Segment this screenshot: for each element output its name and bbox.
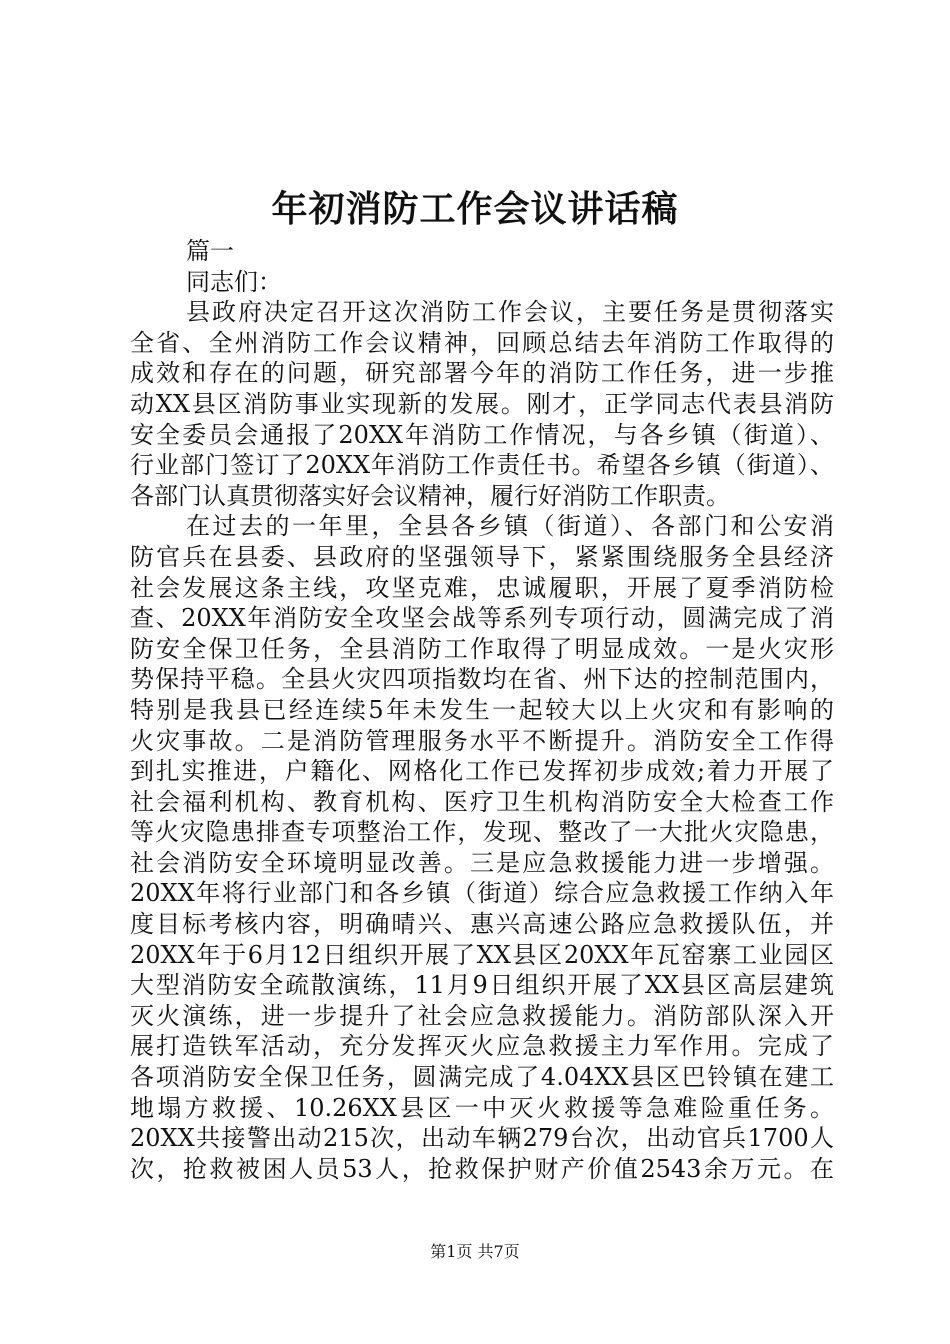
body-line: 防安全保卫任务，全县消防工作取得了明显成效。一是火灾形 — [130, 634, 834, 663]
body-line: 行业部门签订了20XX年消防工作责任书。希望各乡镇（街道）、 — [130, 451, 834, 480]
body-line: 查、20XX年消防安全攻坚会战等系列专项行动，圆满完成了消 — [130, 604, 834, 633]
document-title: 年初消防工作会议讲话稿 — [271, 188, 679, 230]
body-line: 20XX年于6月12日组织开展了XX县区20XX年瓦窑寨工业园区 — [130, 940, 834, 969]
body-line: 20XX年将行业部门和各乡镇（街道）综合应急救援工作纳入年 — [130, 879, 834, 908]
body-line: 展打造铁军活动，充分发挥灭火应急救援主力军作用。完成了 — [130, 1032, 834, 1061]
body-line: 到扎实推进，户籍化、网格化工作已发挥初步成效;着力开展了 — [130, 757, 834, 786]
body-line: 等火灾隐患排查专项整治工作，发现、整改了一大批火灾隐患， — [130, 818, 834, 847]
body-line: 灭火演练，进一步提升了社会应急救援能力。消防部队深入开 — [130, 1001, 834, 1030]
body-line: 大型消防安全疏散演练，11月9日组织开展了XX县区高层建筑 — [130, 971, 834, 1000]
body-line: 动XX县区消防事业实现新的发展。刚才，正学同志代表县消防 — [130, 389, 834, 418]
body-line: 特别是我县已经连续5年未发生一起较大以上火灾和有影响的 — [130, 695, 834, 724]
body-line: 次，抢救被困人员53人，抢救保护财产价值2543余万元。在 — [130, 1154, 834, 1183]
body-line: 全省、全州消防工作会议精神，回顾总结去年消防工作取得的 — [130, 328, 834, 357]
body-line: 地塌方救援、10.26XX县区一中灭火救援等急难险重任务。 — [130, 1093, 834, 1122]
page-number-footer: 第1页 共7页 — [430, 1242, 520, 1261]
body-line: 篇一 — [186, 237, 234, 265]
body-line: 县政府决定召开这次消防工作会议，主要任务是贯彻落实 — [186, 298, 834, 327]
body-line: 在过去的一年里，全县各乡镇（街道）、各部门和公安消 — [186, 512, 834, 541]
body-line: 20XX共接警出动215次，出动车辆279台次，出动官兵1700人 — [130, 1124, 834, 1153]
body-line: 各部门认真贯彻落实好会议精神，履行好消防工作职责。 — [130, 481, 730, 510]
document-body — [130, 236, 834, 1184]
body-line: 社会发展这条主线，攻坚克难，忠诚履职，开展了夏季消防检 — [130, 573, 834, 602]
body-line: 度目标考核内容，明确晴兴、惠兴高速公路应急救援队伍，并 — [130, 910, 834, 939]
body-line: 安全委员会通报了20XX年消防工作情况，与各乡镇（街道）、 — [130, 420, 834, 449]
body-line: 成效和存在的问题，研究部署今年的消防工作任务，进一步推 — [130, 359, 834, 388]
body-line: 社会福利机构、教育机构、医疗卫生机构消防安全大检查工作 — [130, 787, 834, 816]
body-line: 各项消防安全保卫任务，圆满完成了4.04XX县区巴铃镇在建工 — [130, 1063, 834, 1092]
body-line: 社会消防安全环境明显改善。三是应急救援能力进一步增强。 — [130, 848, 834, 877]
body-line: 火灾事故。二是消防管理服务水平不断提升。消防安全工作得 — [130, 726, 834, 755]
body-line: 势保持平稳。全县火灾四项指数均在省、州下达的控制范围内， — [130, 665, 834, 694]
body-line: 防官兵在县委、县政府的坚强领导下，紧紧围绕服务全县经济 — [130, 542, 834, 571]
body-line: 同志们： — [186, 267, 282, 296]
